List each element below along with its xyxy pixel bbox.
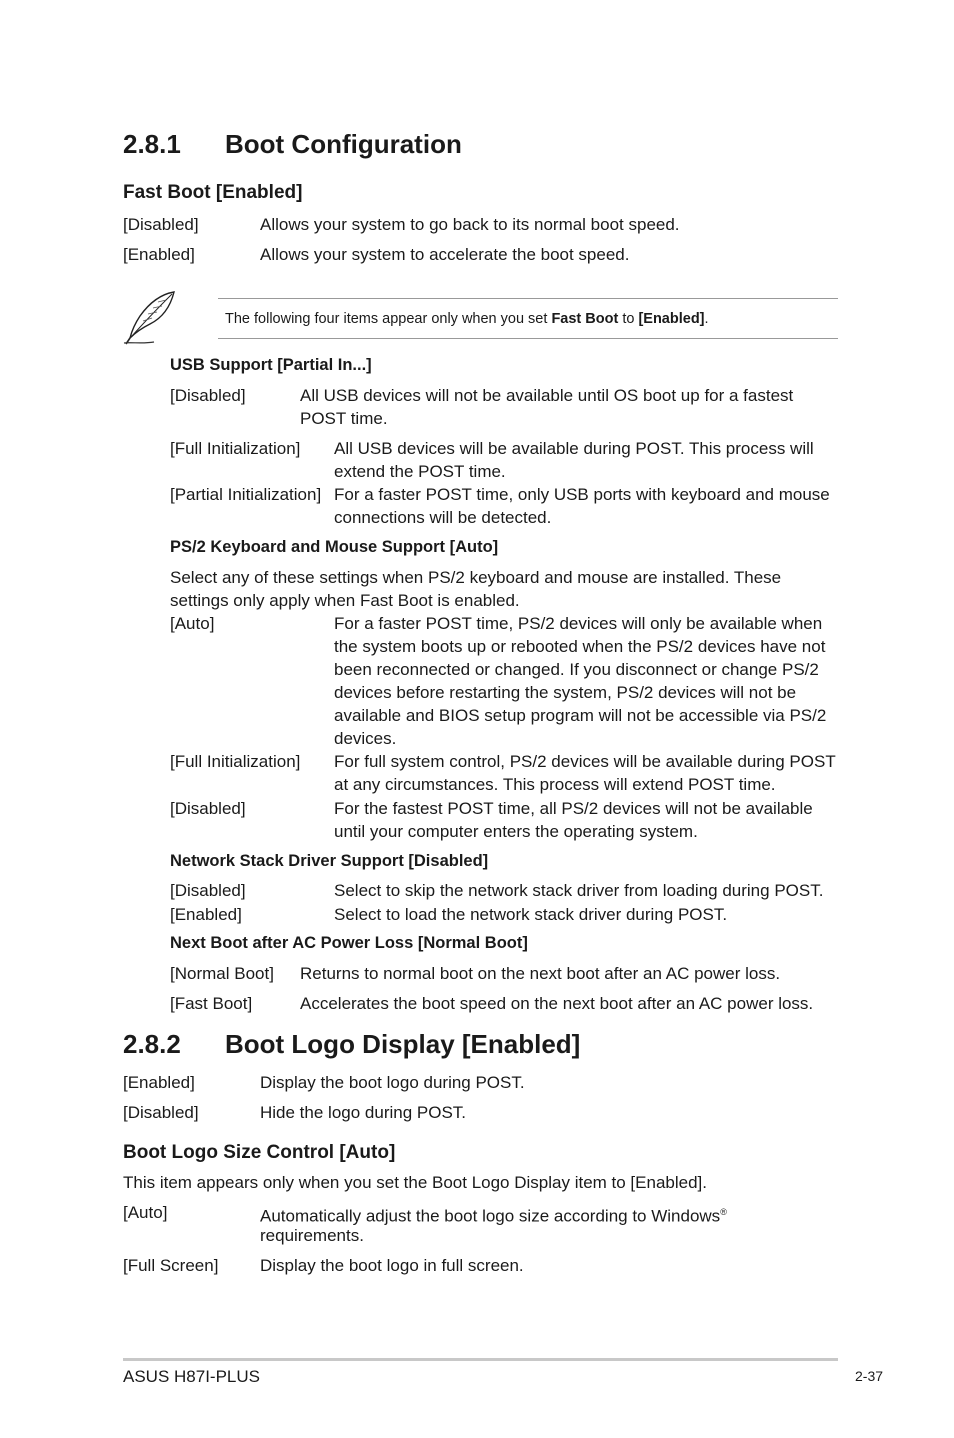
boot-logo-size-opt-full: [Full Screen] [123,1256,219,1275]
boot-logo-size-opt-auto: [Auto] [123,1203,168,1222]
ps2-opt-auto: [Auto] [170,614,215,633]
usb-desc-full: All USB devices will be available during POST. This process will extend the POST time. [334,439,814,481]
network-stack-heading: Network Stack Driver Support [Disabled] [170,852,489,870]
usb-opt-partial: [Partial Initialization] [170,485,322,504]
footer-rule [123,1358,838,1361]
footer-product-name: ASUS H87I-PLUS [123,1367,260,1386]
boot-logo-opt-disabled: [Disabled] [123,1103,199,1122]
ps2-desc-disabled: For the fastest POST time, all PS/2 devices will not be available until your computer enters the operating system. [334,799,813,841]
fast-boot-opt-enabled: [Enabled] [123,245,195,264]
section-title-boot-logo-display: Boot Logo Display [Enabled] [225,1029,581,1059]
ps2-desc-full: For full system control, PS/2 devices will be available during POST at any circumstances. This process will extend POST time. [334,752,836,794]
network-opt-disabled: [Disabled] [170,881,246,900]
note-bottom-rule [218,338,838,339]
section-title-boot-configuration: Boot Configuration [225,129,462,159]
ps2-heading: PS/2 Keyboard and Mouse Support [Auto] [170,538,499,556]
note-text: The following four items appear only when you set Fast Boot to [Enabled]. [225,311,709,327]
boot-logo-desc-disabled: Hide the logo during POST. [260,1103,467,1122]
network-desc-disabled: Select to skip the network stack driver from loading during POST. [334,881,824,900]
usb-desc-disabled: All USB devices will not be available until OS boot up for a fastest POST time. [300,386,794,428]
boot-logo-size-desc-auto-line2: requirements. [260,1226,364,1245]
fast-boot-heading: Fast Boot [Enabled] [123,182,303,203]
fast-boot-desc-disabled: Allows your system to go back to its normal boot speed. [260,215,680,234]
ps2-opt-disabled: [Disabled] [170,799,246,818]
section-number-2-8-1: 2.8.1 [123,129,181,159]
boot-logo-size-heading: Boot Logo Size Control [Auto] [123,1142,396,1163]
ps2-desc-auto: For a faster POST time, PS/2 devices will only be available when the system boots up or rebooted when the PS/2 devices have not been reconnected or changed. If you disconnect or change PS/2 devices before restarting the system, PS/2 devices will not be available and BIOS setup program will not be accessible via PS/2 devices. [334,614,827,748]
note-top-rule [218,298,838,299]
ps2-opt-full: [Full Initialization] [170,752,301,771]
feather-pen-icon [122,290,180,346]
boot-logo-size-intro: This item appears only when you set the Boot Logo Display item to [Enabled]. [123,1173,707,1192]
next-boot-desc-normal: Returns to normal boot on the next boot after an AC power loss. [300,964,781,983]
footer-page-number: 2-37 [855,1368,884,1384]
next-boot-heading: Next Boot after AC Power Loss [Normal Boot] [170,934,528,952]
network-desc-enabled: Select to load the network stack driver during POST. [334,905,728,924]
boot-logo-opt-enabled: [Enabled] [123,1073,195,1092]
usb-opt-full: [Full Initialization] [170,439,301,458]
ps2-intro: Select any of these settings when PS/2 keyboard and mouse are installed. These settings only apply when Fast Boot is enabled. [170,568,782,610]
fast-boot-opt-disabled: [Disabled] [123,215,199,234]
usb-opt-disabled: [Disabled] [170,386,246,405]
section-number-2-8-2: 2.8.2 [123,1029,181,1059]
next-boot-opt-normal: [Normal Boot] [170,964,274,983]
fast-boot-desc-enabled: Allows your system to accelerate the boot speed. [260,245,630,264]
network-opt-enabled: [Enabled] [170,905,242,924]
boot-logo-desc-enabled: Display the boot logo during POST. [260,1073,525,1092]
next-boot-opt-fast: [Fast Boot] [170,994,253,1013]
usb-desc-partial: For a faster POST time, only USB ports with keyboard and mouse connections will be detected. [334,485,830,527]
boot-logo-size-desc-auto-line1: Automatically adjust the boot logo size according to Windows® [260,1206,727,1226]
next-boot-desc-fast: Accelerates the boot speed on the next boot after an AC power loss. [300,994,814,1013]
usb-support-heading: USB Support [Partial In...] [170,356,372,374]
boot-logo-size-desc-full: Display the boot logo in full screen. [260,1256,524,1275]
